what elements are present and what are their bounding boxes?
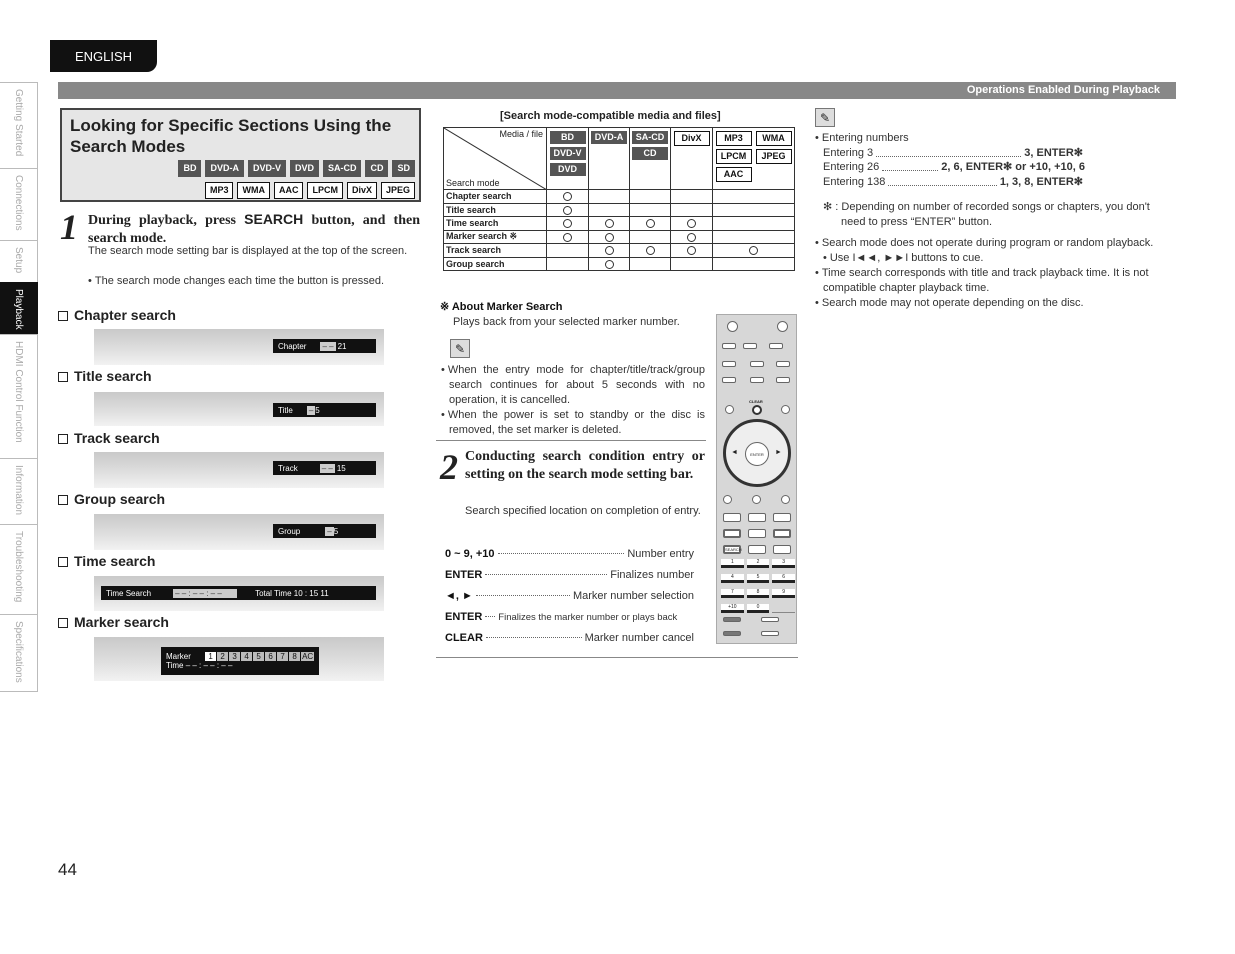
media-badge: AAC [274,182,304,199]
side-tab-label: Getting Started [13,89,24,157]
title-search-screen [94,392,384,426]
media-badge: WMA [756,131,792,146]
marker-note-bullet: • When the power is set to standby or the disc is removed, the set marker is deleted. [441,408,705,438]
next-button [773,529,791,538]
group-osd: Group – 5 [273,524,376,538]
compatible-circle-icon [646,219,655,228]
operation-row: ◄, ► Marker number selection [445,590,694,602]
side-tab-label: Information [13,465,24,516]
title-osd: Title – 5 [273,403,376,417]
media-badge: BD [550,131,586,144]
page-title [70,115,419,157]
compatible-circle-icon [605,260,614,269]
enter-button: ENTER [745,442,769,466]
table-row [444,244,795,258]
media-badge: SA-CD [323,160,362,177]
media-badge: DVD-A [591,131,627,144]
side-tab-hdmi-control[interactable] [0,334,38,458]
compatible-circle-icon [687,219,696,228]
media-badge: DVD-V [550,147,586,160]
media-badge: JPEG [381,182,415,199]
compat-cell [547,230,589,244]
media-badge: DVD-V [248,160,286,177]
compat-cell [713,257,795,271]
remote-button [743,343,757,349]
right-bullet-cont: • Use I◄◄, ►►I buttons to cue. [815,251,1177,266]
compat-cell [589,230,630,244]
compatible-circle-icon [687,233,696,242]
entry-example: Entering 3 3, ENTER✻ [823,147,1083,159]
table-corner [444,128,547,190]
side-tab-getting-started[interactable] [0,82,38,168]
side-tab-label: Setup [13,247,24,274]
compat-cell [713,190,795,204]
language-tab: ENGLISH [50,40,157,72]
media-badge: DivX [347,182,377,199]
media-badge: CD [365,160,388,177]
right-bullet: • Time search corresponds with title and track playback time. It is not compatible chapter playback time. [815,266,1177,296]
operation-row: 0 ~ 9, +10 Number entry [445,548,694,560]
compat-cell [630,244,671,258]
compat-cell [630,230,671,244]
step-1-heading: During playback, press SEARCH button, and then search mode. [88,211,421,246]
remote-button [777,321,788,332]
media-badge: LPCM [307,182,343,199]
footnote: ✻ : Depending on number of recorded songs or chapters, you don't need to press “ENTER” button. [823,201,1150,228]
remote-button [773,513,791,522]
left-arrow-icon: ◄ [731,449,738,456]
right-bullet: • Search mode may not operate depending on the disc. [815,296,1177,311]
media-badge: JPEG [756,149,792,164]
compat-cell [589,217,630,231]
number-key: +10 [721,604,744,613]
step-2-number: 2 [440,447,458,487]
time-search-heading: Time search [58,553,155,569]
remote-button [722,343,736,349]
compat-cell [713,230,795,244]
marker-search-screen [94,637,384,681]
search-mode-label: Time search [444,217,547,231]
compat-cell [671,244,713,258]
title-box [60,108,421,202]
media-col-bd [547,128,589,190]
media-badge: DivX [674,131,710,146]
side-tab-label: Specifications [13,621,24,683]
compat-table-title: [Search mode-compatible media and files] [500,110,721,122]
number-key: 1 [721,559,744,568]
compatible-circle-icon [687,246,696,255]
remote-button [772,604,795,613]
marker-osd: Marker 1 2 3 4 5 6 7 8 AC Time – – : – – : – – [161,647,319,675]
marker-slot: 1 [205,652,216,661]
remote-button [748,529,766,538]
divider [436,657,798,658]
corner-top-label: Media / file [499,129,543,139]
right-bullets [815,236,1177,311]
marker-note-body: Plays back from your selected marker number. [453,316,680,328]
number-key: 2 [747,559,770,568]
search-mode-label: Title search [444,203,547,217]
table-row [444,257,795,271]
side-tab-label: Playback [13,289,24,330]
side-tab-information[interactable] [0,458,38,524]
compat-cell [589,190,630,204]
step-2-body: Search specified location on completion of entry. [465,505,701,517]
number-key: 8 [747,589,770,598]
remote-button [723,513,741,522]
remote-button [769,343,783,349]
media-badges-row2 [205,182,415,199]
title-search-heading: Title search [58,368,152,384]
marker-slot: 3 [229,652,240,661]
compat-table [443,127,795,271]
page-number: 44 [58,860,77,879]
number-keypad [721,559,795,613]
remote-button [752,495,761,504]
media-badge: WMA [237,182,270,199]
marker-note-heading: ※ About Marker Search [440,301,563,313]
compat-cell [547,190,589,204]
marker-slot: AC [302,652,314,661]
table-row [444,217,795,231]
compatible-circle-icon [749,246,758,255]
compatible-circle-icon [563,206,572,215]
compat-cell [630,257,671,271]
media-badge: CD [632,147,668,160]
chapter-search-screen [94,329,384,365]
entering-numbers-title: • Entering numbers [815,131,1177,146]
remote-button [773,545,791,554]
media-badge: SA-CD [632,131,668,144]
marker-slot: 7 [277,652,288,661]
compat-cell [589,244,630,258]
media-badge: MP3 [205,182,234,199]
media-badge: BD [178,160,201,177]
side-tab-label: HDMI Control Function [13,341,24,443]
compat-cell [547,217,589,231]
chapter-search-heading: Chapter search [58,307,176,323]
number-key: 7 [721,589,744,598]
remote-button [723,495,732,504]
table-row [444,203,795,217]
divider [436,440,706,441]
time-search-screen [94,576,384,611]
remote-button [723,617,741,622]
search-button: SEARCH [725,547,742,552]
media-badge: MP3 [716,131,752,146]
media-badges-row1 [178,160,415,177]
side-tab-specifications[interactable] [0,614,38,692]
compat-cell [630,190,671,204]
compat-cell [589,257,630,271]
right-arrow-icon: ► [775,449,782,456]
remote-button [722,361,736,367]
clear-label: CLEAR [749,399,763,404]
remote-button [776,361,790,367]
media-badge: DVD [290,160,319,177]
group-search-heading: Group search [58,491,165,507]
prev-button [723,529,741,538]
media-badge: AAC [716,167,752,182]
search-mode-label: Chapter search [444,190,547,204]
compatible-circle-icon [646,246,655,255]
side-tabs [0,82,38,692]
operation-row: ENTER Finalizes number [445,569,694,581]
media-badge: LPCM [716,149,752,164]
track-search-screen [94,452,384,488]
step-1-bullet: • The search mode changes each time the button is pressed. [88,274,420,289]
pencil-note-icon: ✎ [815,108,835,127]
table-row [444,190,795,204]
clear-button-icon [752,405,762,415]
number-key: 9 [772,589,795,598]
page-title-line1: Looking for Specific Sections Using the [70,116,392,135]
remote-button [776,377,790,383]
track-search-heading: Track search [58,430,160,446]
side-tab-label: Troubleshooting [13,531,24,603]
compat-cell [713,203,795,217]
compat-cell [713,217,795,231]
remote-button [750,361,764,367]
number-key: 3 [772,559,795,568]
operation-row: CLEAR Marker number cancel [445,632,694,644]
right-bullet: • Search mode does not operate during program or random playback. [815,236,1177,251]
compat-cell [547,257,589,271]
marker-search-heading: Marker search [58,614,169,630]
media-col-dvda [589,128,630,190]
media-col-divx [671,128,713,190]
remote-control-illustration [716,314,797,644]
media-badge: SD [392,160,415,177]
number-key: 6 [772,574,795,583]
compatible-circle-icon [563,219,572,228]
marker-osd-time: Time – – : – – : – – [166,661,233,670]
remote-button [723,631,741,636]
media-col-files [713,128,795,190]
side-tab-setup[interactable] [0,240,38,282]
chapter-osd: Chapter – – 21 [273,339,376,353]
group-search-screen [94,514,384,550]
table-row [444,230,795,244]
compat-cell [671,217,713,231]
step-1-body: The search mode setting bar is displayed at the top of the screen. [88,245,408,257]
compat-cell [630,217,671,231]
operation-row: ENTER Finalizes the marker number or plays back [445,611,678,623]
media-badge: DVD-A [205,160,244,177]
compat-cell [547,244,589,258]
side-tab-label: Connections [13,175,24,231]
track-osd: Track – – 15 [273,461,376,475]
remote-button [781,405,790,414]
entering-numbers-list [815,131,1177,146]
side-tab-connections[interactable] [0,168,38,240]
number-key: 5 [747,574,770,583]
number-key: 0 [747,604,770,613]
search-mode-label: Track search [444,244,547,258]
corner-bottom-label: Search mode [446,178,500,188]
remote-button [781,495,790,504]
compat-cell [589,203,630,217]
compat-cell [547,203,589,217]
remote-button [761,617,779,622]
step-1-number: 1 [60,207,78,247]
marker-slot: 5 [253,652,264,661]
marker-note-bullets [441,363,705,438]
compat-cell [671,203,713,217]
compatible-circle-icon [563,233,572,242]
section-header-bar: Operations Enabled During Playback [58,82,1176,99]
side-tab-troubleshooting[interactable] [0,524,38,614]
marker-slot: 4 [241,652,252,661]
step-1-bullets [88,274,420,289]
entry-example: Entering 26 2, 6, ENTER✻ or +10, +10, 6 [823,161,1085,173]
remote-button [748,545,766,554]
remote-button [727,321,738,332]
compat-cell [671,190,713,204]
search-mode-label: Group search [444,257,547,271]
remote-button [725,405,734,414]
compat-cell [630,203,671,217]
number-key: 4 [721,574,744,583]
compatible-circle-icon [563,192,572,201]
compat-cell [713,244,795,258]
side-tab-playback[interactable] [0,282,38,334]
step-2-heading: Conducting search condition entry or setting on the search mode setting bar. [465,449,705,482]
remote-button [761,631,779,636]
marker-note-bullet: • When the entry mode for chapter/title/track/group search continues for about 5 seconds with no operation, it is cancelled. [441,363,705,408]
remote-button [722,377,736,383]
remote-button [750,377,764,383]
marker-slot: 6 [265,652,276,661]
media-col-sacd [630,128,671,190]
compat-cell [671,230,713,244]
media-badge: DVD [550,163,586,176]
compatible-circle-icon [605,219,614,228]
marker-slot: 8 [289,652,300,661]
pencil-note-icon: ✎ [450,339,470,358]
time-osd: Time Search – – : – – : – – Total Time 10 : 15 11 [101,586,376,600]
compatible-circle-icon [605,246,614,255]
search-mode-label: Marker search ※ [444,230,547,244]
compat-cell [671,257,713,271]
entry-example: Entering 138 1, 3, 8, ENTER✻ [823,176,1083,188]
remote-button [748,513,766,522]
marker-slot: 2 [217,652,228,661]
compatible-circle-icon [605,233,614,242]
page-title-line2: Search Modes [70,137,186,156]
